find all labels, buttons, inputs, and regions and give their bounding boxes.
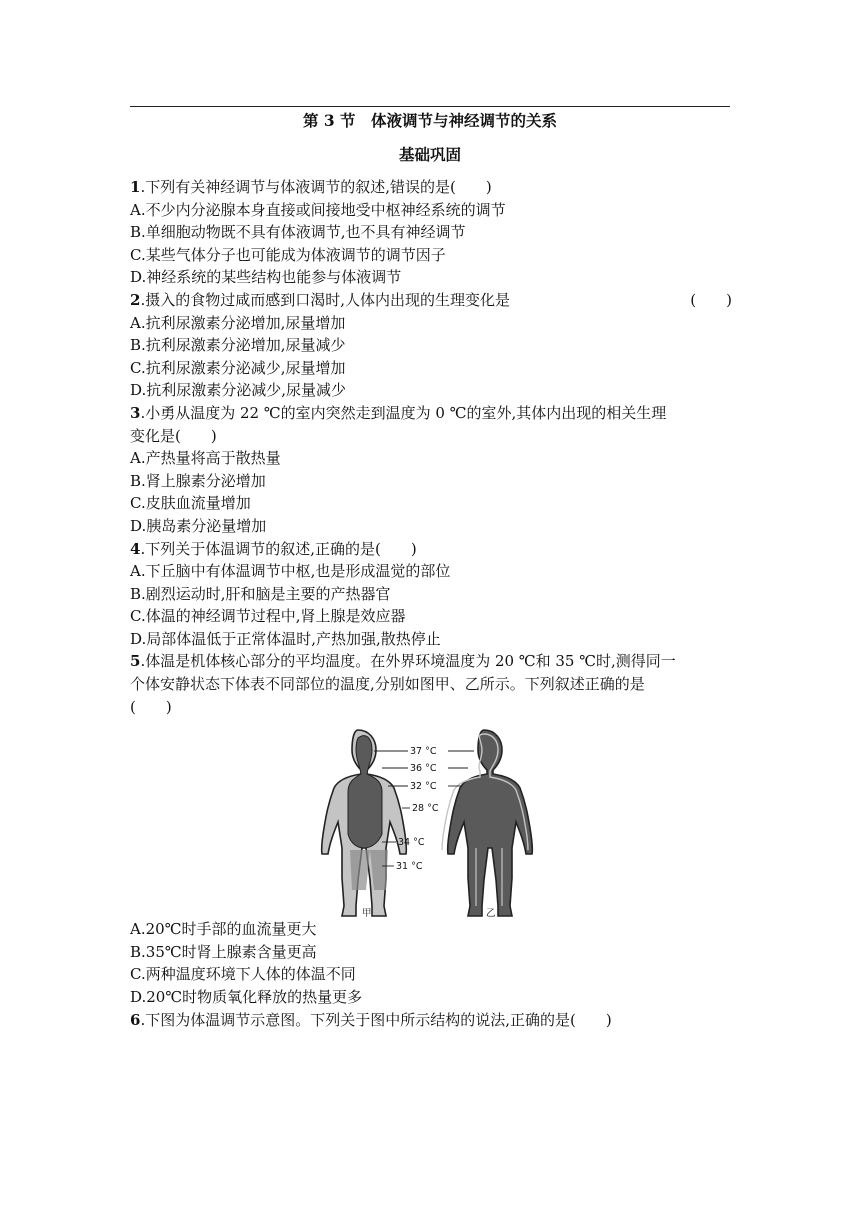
question-4-stem: 4.下列关于体温调节的叙述,正确的是( ) — [130, 539, 417, 558]
body-jia-leg-left-zone — [350, 850, 370, 890]
question-5-option-c: C.两种温度环境下人体的体温不同 — [130, 965, 356, 984]
question-number: 2 — [130, 290, 141, 309]
question-5-option-d: D.20℃时物质氧化释放的热量更多 — [130, 988, 363, 1007]
body-figure-jia — [322, 730, 407, 919]
question-4-option-d: D.局部体温低于正常体温时,产热加强,散热停止 — [130, 629, 441, 648]
body-yi-outline — [448, 730, 533, 919]
question-5-stem-paren: ( ) — [130, 697, 172, 716]
question-1-option-a: A.不少内分泌腺本身直接或间接地受中枢神经系统的调节 — [130, 200, 506, 219]
question-3-stem-cont: 变化是( ) — [130, 426, 217, 445]
question-4-option-c: C.体温的神经调节过程中,肾上腺是效应器 — [130, 607, 406, 626]
caption-jia: 甲 — [362, 908, 372, 919]
question-3-stem: 3.小勇从温度为 22 ℃的室内突然走到温度为 0 ℃的室外,其体内出现的相关生理 — [130, 403, 667, 422]
question-2-stem: 2.摄入的食物过咸而感到口渴时,人体内出现的生理变化是 ( ) — [130, 289, 732, 312]
header-rule — [130, 106, 730, 107]
body-temperature-svg — [130, 718, 732, 918]
label-31c: 31 °C — [396, 861, 423, 873]
question-2-option-c: C.抗利尿激素分泌减少,尿量增加 — [130, 358, 346, 377]
body-figure-yi — [442, 730, 532, 919]
question-number: 4 — [130, 539, 141, 558]
question-3-option-d: D.胰岛素分泌量增加 — [130, 516, 267, 535]
label-32c: 32 °C — [410, 781, 437, 793]
label-37c: 37 °C — [410, 746, 437, 758]
section-subtitle: 基础巩固 — [398, 145, 461, 164]
question-number: 1 — [130, 178, 141, 196]
question-5-option-b: B.35℃时肾上腺素含量更高 — [130, 942, 317, 961]
question-list — [130, 176, 732, 1031]
question-1-option-d: D.神经系统的某些结构也能参与体液调节 — [130, 268, 402, 287]
question-2-option-b: B.抗利尿激素分泌增加,尿量减少 — [130, 336, 346, 355]
question-4-option-a: A.下丘脑中有体温调节中枢,也是形成温觉的部位 — [130, 562, 451, 581]
question-number: 3 — [130, 403, 141, 422]
label-36c: 36 °C — [410, 763, 437, 775]
question-3-option-b: B.肾上腺素分泌增加 — [130, 471, 266, 490]
question-5-stem-cont: 个体安静状态下体表不同部位的温度,分别如图甲、乙所示。下列叙述正确的是 — [130, 675, 645, 694]
label-34c: 34 °C — [398, 837, 425, 849]
question-3-option-a: A.产热量将高于散热量 — [130, 449, 281, 468]
question-2-option-d: D.抗利尿激素分泌减少,尿量减少 — [130, 381, 347, 400]
question-number: 5 — [130, 652, 141, 671]
question-2-option-a: A.抗利尿激素分泌增加,尿量增加 — [130, 313, 346, 332]
caption-yi: 乙 — [486, 908, 496, 919]
question-6-stem: 6.下图为体温调节示意图。下列关于图中所示结构的说法,正确的是( ) — [130, 1010, 612, 1029]
question-1-option-c: C.某些气体分子也可能成为体液调节的调节因子 — [130, 245, 446, 264]
question-1-option-b: B.单细胞动物既不具有体液调节,也不具有神经调节 — [130, 223, 466, 242]
question-4-option-b: B.剧烈运动时,肝和脑是主要的产热器官 — [130, 584, 391, 603]
question-5-stem: 5.体温是机体核心部分的平均温度。在外界环境温度为 20 ℃和 35 ℃时,测得同一 — [130, 652, 676, 671]
question-3-option-c: C.皮肤血流量增加 — [130, 494, 251, 513]
body-temperature-figure — [130, 718, 732, 918]
question-5-option-a: A.20℃时手部的血流量更大 — [130, 920, 317, 939]
answer-paren: ( ) — [690, 290, 732, 309]
question-number: 6 — [130, 1010, 141, 1029]
question-1-stem: 1.下列有关神经调节与体液调节的叙述,错误的是( ) — [130, 178, 492, 196]
section-title: 第 3 节 体液调节与神经调节的关系 — [302, 111, 558, 130]
label-28c: 28 °C — [412, 803, 439, 815]
